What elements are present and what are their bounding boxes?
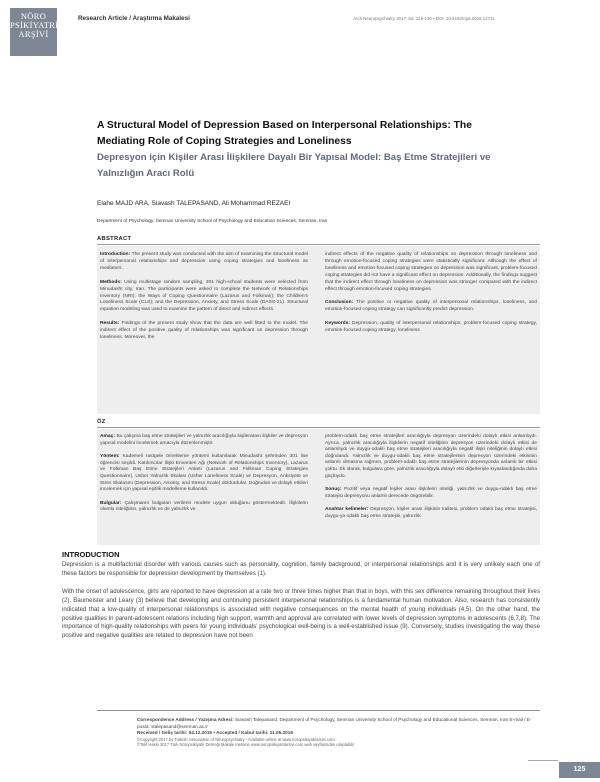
abstract-paragraph: indirect effects of the negative quality of relationships on depression through loneliness and through emotion-focused coping strategies were statistically significant. Although the effect of loneliness and emotion-focused coping strategies on depression was significant, problem-focused coping strategies did not have a significant effect on depression. Additionally, the findings suggest that the indirect effect through loneliness on depression was stronger compared with the indirect effect through emotion-focused coping strategies. <box>325 252 537 292</box>
correspondence-footer <box>137 717 541 748</box>
abstract-heading: ABSTRACT <box>97 236 132 242</box>
abstract-left-column <box>100 252 308 349</box>
abstract-divider <box>97 244 540 245</box>
oz-paragraph: Amaç: Bu çalışma baş etme stratejileri ve yalnızlık aracılığıyla kişilerarası ilişkiler ve depresyon yapısal modelini incelemek amacıyla düzenlenmiştir. <box>100 434 308 446</box>
article-subtitle: Depresyon için Kişiler Arası İlişkilere Dayalı Bir Yapısal Model: Baş Etme Stratejileri ve Yalnızlığın Aracı Rolü <box>97 152 491 179</box>
abstract-paragraph: Methods: Using multistage random sampling, 301 high-school students were selected from Minudasht city, Iran. The participants were asked to complete the Network of Relationships Inventory (NRI); the Ways of Coping Questionnaire (Lazarus and Folkman); the Children's Loneliness Scale (CLS); and the Depression, Anxiety, and Stress Scale (DASS-21). Structural equation modeling was used to examine the pattern of direct and indirect effects. <box>100 279 308 313</box>
correspondence-address: Correspondence Address / Yazışma Adresi: Siavash Talepasand, Department of Psychology, Semnan University School of Psychology and Educational Sciences, Semnan, Iran E-mail / E-posta: stalepasand@semnan.ac.ir <box>137 717 532 729</box>
abstract-paragraph: Results: Findings of the present study show that the data are well fitted to the model. The indirect effect of the positive quality of relationships was significant on depression through loneliness. Moreover, the <box>100 321 308 341</box>
oz-paragraph: Anahtar kelimeler: Depresyon, kişiler arası ilişkinin kalitesi, problem odaklı baş etme stratejisi, duygu-ya odaklı baş etme stratejisi, yalnızlık <box>325 507 537 519</box>
oz-paragraph: problem-odaklı baş etme stratejileri aracılığıyla depresyon üzerindeki dolaylı etkisi anlamlıydı. Ayrıca, yalnızlık aracılığıyla ilişkilerin negatif niteliğinin depresyon üzerindeki dolaylı etkisi de anlamlıydı ve duygu-odaklı baş etme stratejileri aracılığıyla negatif ilişki niteliğinin dolaylı etkisi doğrulandı. Yalnızlık ve duygu-odaklı baş etme stratejilerinin depresyon üzerindeki etkisinin anlamlı olmasına rağmen, problem-odaklı baş etme stratejilerinin depresyonda anlamlı bir etkisi yoktu. Ek olarak, bulgulara göre, yalnızlık aracılığıyla dolaylı etki diğerleriyle kıyaslandığında daha güçlüydü. <box>325 434 537 479</box>
abstract-paragraph: Conclusion: The positive or negative quality of interpersonal relationships, loneliness, and emotion-focused coping strategy can significantly predict depression. <box>325 300 537 313</box>
abstract-box <box>97 246 540 414</box>
journal-reference: Arch Neuropsychiatry 2017; 54: 125-130 • DOI: 10.5152/npa.2016.12711 <box>353 16 495 21</box>
oz-box <box>97 429 540 545</box>
affiliation: Department of Psychology, Semnan University School of Psychology and Education Sciences, Semnan, Iran <box>97 219 328 224</box>
page-number: 125 <box>559 762 600 778</box>
intro-paragraph: With the onset of adolescence, girls are reported to have depression at a rate two or three times higher than that in boys, with this sex difference remaining throughout their lives (2). Baumeister and Leary (3) believe that developing and continuing persistent interpersonal relationships is a fundamental human motivation. Also, research has consistently indicated that a low-quality of interpersonal relationships is associated with negative consequences on the mental health of young individuals (4,5). On the other hand, the positive qualities in parent-adolescent relations including high support, warmth and approval are correlated with lower levels of depression symptoms in adolescents (6,7,8). The importance of high-quality relationships with peers for young individuals' psychological well-being is a well-established issue (9). Conversely, studies investigating the way these positive and negative qualities are related to depression have not been <box>62 587 540 640</box>
oz-right-column <box>325 434 537 528</box>
copyright-turkish: ©Telif Hakkı 2017 Türk Nöropsikiyatri Derneği Makale metnine www.noropsikiyatriarsivi.com web sayfasından ulaşılabilir <box>137 742 355 748</box>
authors: Elahe MAJD ARA, Siavash TALEPASAND, Ali Mohammad REZAEI <box>97 200 291 207</box>
abstract-paragraph: Keywords: Depression, quality of interpersonal relationships, problem-focused coping strategy, emotion-focused coping strategy, loneliness <box>325 321 537 334</box>
oz-heading: ÖZ <box>97 419 106 425</box>
journal-logo: NÖRO PSİKİYATRİ ARŞİVİ <box>10 8 57 56</box>
copyright-english: ©Copyright 2017 by Turkish Association of Neuropsychiatry - Available online at www.noropsikiyatriarsivi.com <box>137 736 335 742</box>
introduction-body <box>62 561 540 650</box>
oz-paragraph: Sonuç: Pozitif veya negatif kişiler arası ilişkilerin niteliği, yalnızlık ve duygu-odaklı baş etme stratejisi depresyonu anlamlı derecede öngörebilir. <box>325 487 537 499</box>
abstract-paragraph: Introduction: The present study was conducted with the aim of examining the structural model of interpersonal relationships and depression using coping strategies and loneliness as mediators. <box>100 252 308 271</box>
oz-paragraph: Yöntem: Kademeli rastgele örnekleme yöntemi kullanılarak Minudasht şehrinden 301 lise öğrencisi seçildi. Katılımcılar İlişki Envanteri Ağı (Network of Relationships Inventory), Lazarus ve Folkman Baş Etme Stratejileri Anketi (Lazarus and Folkman Coping Strategies Questionnaire), Usher Yalnızlık Skalası (Usher Loneliness Scale) ve Depresyon, Anksiyete ve Stres Skalasını (Depression, Anxiety, and Stress Scale) doldurdular. Doğrudan ve dolaylı etkileri incelemek için yapısal eşitlik modelleme kullanıldı. <box>100 454 308 493</box>
introduction-heading: INTRODUCTION <box>62 550 120 559</box>
intro-paragraph: Depression is a multifactorial disorder with various causes such as personality, cognition, family background, or interpersonal relationships and it is very unlikely each one of these factors be responsible for depression development by themselves (1). <box>62 561 540 577</box>
page-number-rule <box>528 760 558 761</box>
oz-paragraph: Bulgular: Çalışmanın bulguları verilerin modele uygun olduğunu göstermektedir. İlişkilerin olumlu niteliğinin, yalnızlık ve de yalnızlık ve <box>100 500 308 513</box>
article-type: Research Article / Araştırma Makalesi <box>78 15 190 22</box>
article-title: A Structural Model of Depression Based on Interpersonal Relationships: The Mediating Role of Coping Strategies and Loneliness <box>97 120 472 147</box>
received-accepted-dates: Received / Geliş tarihi: 04.12.2015 • Accepted / Kabul tarihi: 11.05.2016 <box>137 730 293 735</box>
footer-divider <box>97 710 540 711</box>
abstract-right-column <box>325 252 537 342</box>
oz-divider <box>97 427 540 428</box>
oz-left-column <box>100 434 308 521</box>
